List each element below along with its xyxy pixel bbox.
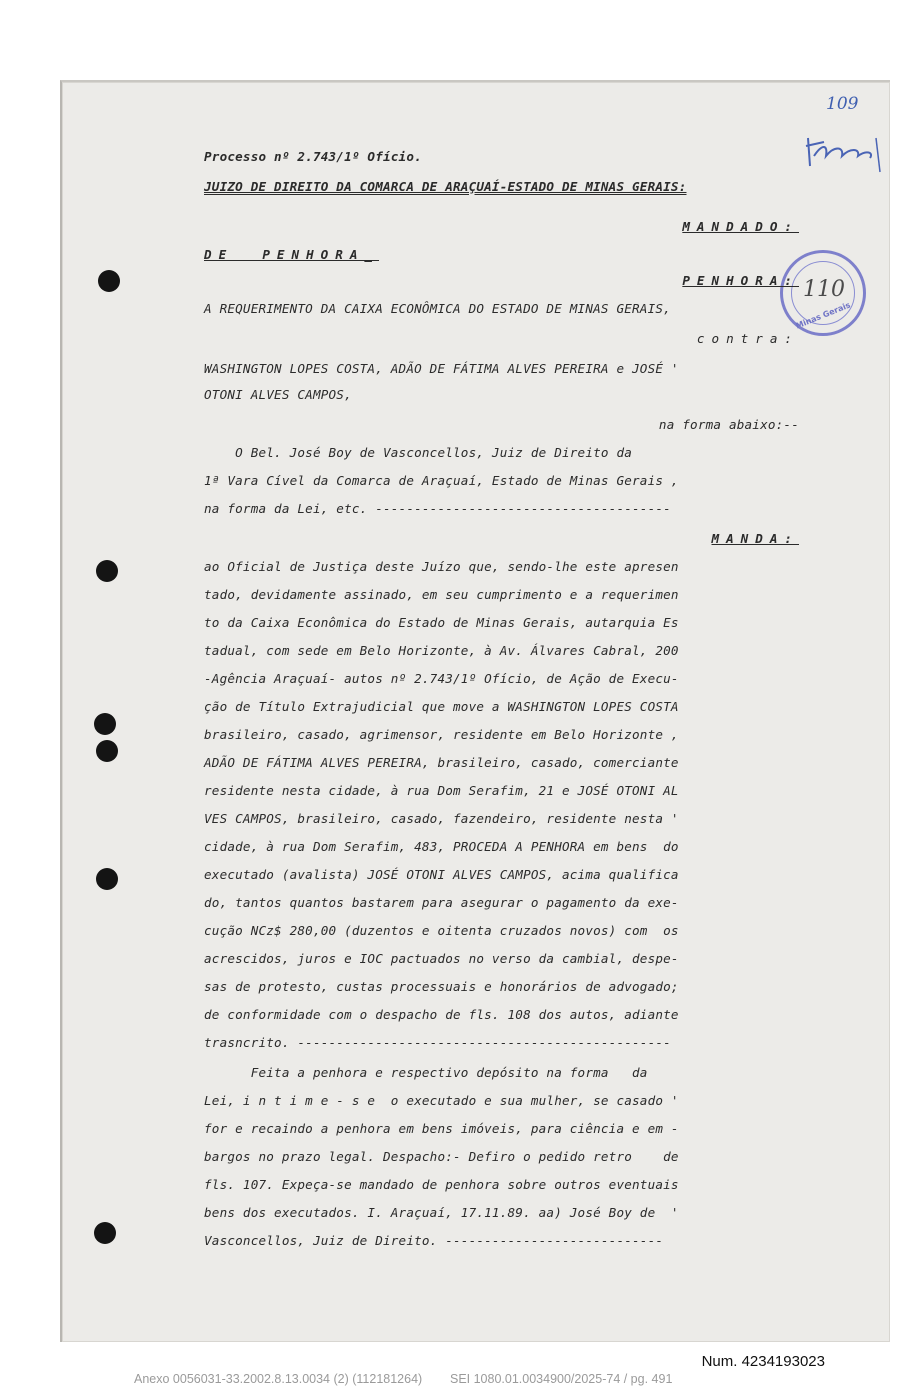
intro-line: na forma da Lei, etc. -------------------------------------- (204, 501, 671, 516)
processo-line: Processo nº 2.743/1º Ofício. (204, 149, 422, 164)
manda-heading: MANDA: (711, 531, 799, 546)
document-sheet (60, 80, 890, 1342)
body-line: cução NCz$ 280,00 (duzentos e oitenta cruzados novos) com os (204, 923, 679, 938)
punch-hole (96, 560, 118, 582)
body-line: acrescidos, juros e IOC pactuados no verso da cambial, despe- (204, 951, 679, 966)
body-line: ao Oficial de Justiça deste Juízo que, sendo-lhe este apresen (204, 559, 679, 574)
footer-document-number: Num. 4234193023 (701, 1353, 825, 1370)
stamp-text: Minas Gerais (794, 300, 852, 331)
punch-hole (98, 270, 120, 292)
folio-number: 109 (826, 94, 859, 114)
body-line: to da Caixa Econômica do Estado de Minas Gerais, autarquia Es (204, 615, 679, 630)
punch-hole (94, 1222, 116, 1244)
parties-line-1: WASHINGTON LOPES COSTA, ADÃO DE FÁTIMA ALVES PEREIRA e JOSÉ ' (204, 361, 679, 376)
body-line: do, tantos quantos bastarem para asegurar o pagamento da exe- (204, 895, 679, 910)
body-line: residente nesta cidade, à rua Dom Serafim, 21 e JOSÉ OTONI AL (204, 783, 679, 798)
body2-line: Feita a penhora e respectivo depósito na forma da (204, 1065, 648, 1080)
body2-line: bens dos executados. I. Araçuaí, 17.11.89. aa) José Boy de ' (204, 1205, 679, 1220)
body2-line: fls. 107. Expeça-se mandado de penhora sobre outros eventuais (204, 1177, 679, 1192)
parties-line-2: OTONI ALVES CAMPOS, (204, 387, 352, 402)
body-line: brasileiro, casado, agrimensor, residente em Belo Horizonte , (204, 727, 679, 742)
de-penhora-heading: DE PENHORA_ (204, 247, 379, 262)
intro-line: 1ª Vara Cível da Comarca de Araçuaí, Estado de Minas Gerais , (204, 473, 679, 488)
folio-signature-icon (804, 126, 884, 176)
punch-hole (96, 868, 118, 890)
punch-hole (96, 740, 118, 762)
body-line: tadual, com sede em Belo Horizonte, à Av. Álvares Cabral, 200 (204, 643, 679, 658)
body2-line: Vasconcellos, Juiz de Direito. ---------------------------- (204, 1233, 664, 1248)
mandado-heading: MANDADO: (682, 219, 799, 234)
requerimento-line: A REQUERIMENTO DA CAIXA ECONÔMICA DO ESTADO DE MINAS GERAIS, (204, 301, 671, 316)
body-line: ção de Título Extrajudicial que move a WASHINGTON LOPES COSTA (204, 699, 679, 714)
forma-line: na forma abaixo:-- (658, 417, 799, 432)
contra-label: contra: (696, 331, 799, 346)
body-line: ADÃO DE FÁTIMA ALVES PEREIRA, brasileiro, casado, comerciante (204, 755, 679, 770)
stamp-page-number: 110 (803, 277, 845, 302)
body-line: VES CAMPOS, brasileiro, casado, fazendeiro, residente nesta ' (204, 811, 679, 826)
body-line: tado, devidamente assinado, em seu cumprimento e a requerimen (204, 587, 679, 602)
body-line: cidade, à rua Dom Serafim, 483, PROCEDA A PENHORA em bens do (204, 839, 679, 854)
body2-line: bargos no prazo legal. Despacho:- Defiro o pedido retro de (204, 1149, 679, 1164)
body2-line: for e recaindo a penhora em bens imóveis, para ciência e em - (204, 1121, 679, 1136)
body-line: trasncrito. ------------------------------------------------ (204, 1035, 671, 1050)
footer-metadata: Anexo 0056031-33.2002.8.13.0034 (2) (112181264) SEI 1080.01.0034900/2025-74 / pg. 491 (134, 1372, 673, 1386)
body-line: -Agência Araçuaí- autos nº 2.743/1º Ofício, de Ação de Execu- (204, 671, 679, 686)
body-line: sas de protesto, custas processuais e honorários de advogado; (204, 979, 679, 994)
body-line: de conformidade com o despacho de fls. 108 dos autos, adiante (204, 1007, 679, 1022)
penhora-heading: PENHORA: (682, 273, 799, 288)
punch-hole (94, 713, 116, 735)
intro-line: O Bel. José Boy de Vasconcellos, Juiz de Direito da (204, 445, 633, 460)
body-line: executado (avalista) JOSÉ OTONI ALVES CAMPOS, acima qualifica (204, 867, 679, 882)
body2-line: Lei, i n t i m e - s e o executado e sua mulher, se casado ' (204, 1093, 679, 1108)
juizo-heading: JUIZO DE DIREITO DA COMARCA DE ARAÇUAÍ-ESTADO DE MINAS GERAIS: (204, 179, 687, 194)
